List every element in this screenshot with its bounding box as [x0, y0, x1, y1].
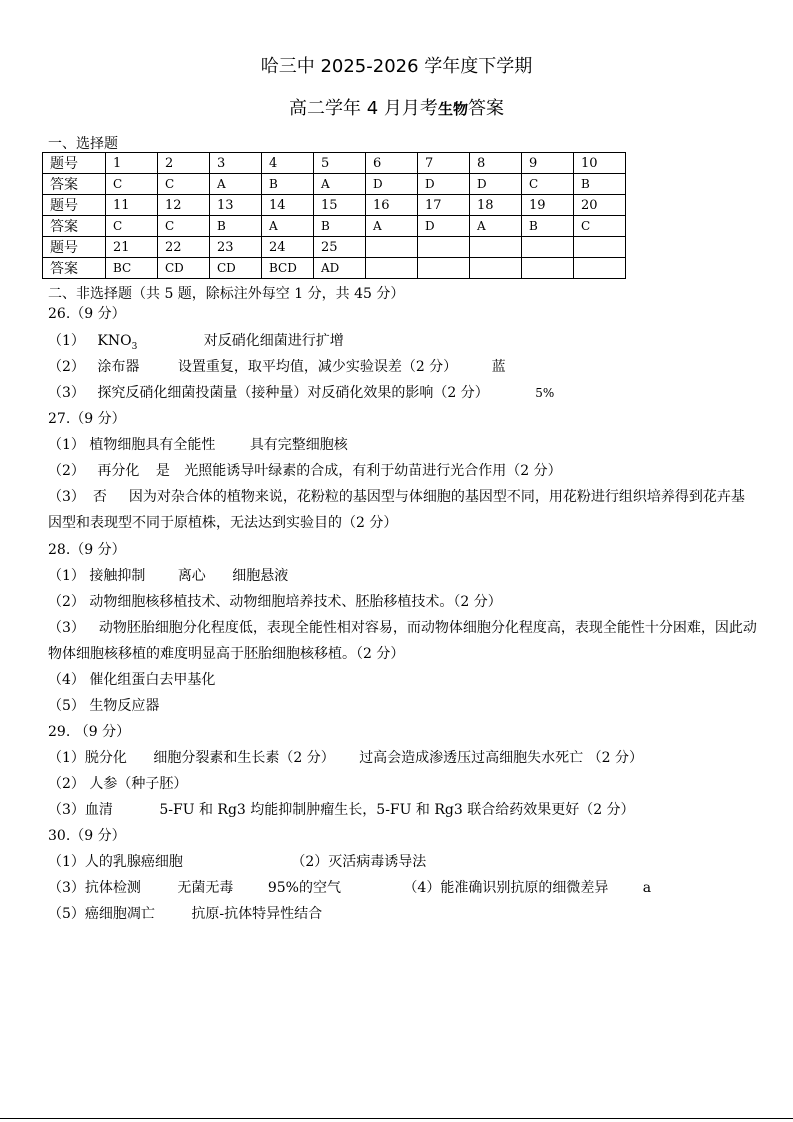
subtitle-prefix: 高二学年 4 月月考 — [289, 98, 438, 119]
answer-table-cell: CD — [210, 258, 262, 279]
answer-table-cell: B — [522, 216, 574, 237]
q29-line2: （2） 人参（种子胚） — [48, 776, 188, 792]
answer-table-row-header: 答案 — [43, 258, 106, 279]
answer-table-cell: 20 — [574, 195, 626, 216]
answer-table-cell: 5 — [314, 153, 366, 174]
q28-line3 — [48, 615, 758, 667]
page-bottom-rule — [0, 1118, 793, 1119]
q29-l3-answer-a: （3）血清 — [48, 802, 113, 818]
q30-l2-answer-d: （4）能准确识别抗原的细微差异 — [403, 880, 609, 896]
answer-table-row — [43, 174, 626, 195]
q30-l2-answer-c: 95%的空气 — [267, 880, 341, 896]
q28-line4: （4） 催化组蛋白去甲基化 — [48, 672, 216, 688]
q29-line1 — [48, 748, 643, 768]
answer-table-cell: C — [158, 174, 210, 195]
q27-l3-num: （3） — [48, 489, 85, 505]
answer-table-row — [43, 153, 626, 174]
answer-table-cell: A — [470, 216, 522, 237]
answer-table-cell: B — [574, 174, 626, 195]
answer-table-row-header: 题号 — [43, 195, 106, 216]
q27-l2-answer-b: 是 — [155, 463, 170, 479]
answer-table-cell: 15 — [314, 195, 366, 216]
q26-line3 — [48, 383, 554, 403]
answer-table-cell: 19 — [522, 195, 574, 216]
q28-l1-answer-a: （1） 接触抑制 — [48, 568, 146, 584]
answer-table-row-header: 题号 — [43, 153, 106, 174]
answer-table-cell: D — [418, 174, 470, 195]
answer-table-cell: 6 — [366, 153, 418, 174]
answer-table-row — [43, 237, 626, 258]
q26-l2-num: （2） — [48, 359, 85, 375]
answer-table-cell: 16 — [366, 195, 418, 216]
answer-table-cell: 8 — [470, 153, 522, 174]
q26-l2-answer-b: 设置重复，取平均值，减少实验误差（2 分） — [177, 359, 458, 375]
answer-table-cell — [574, 237, 626, 258]
q26-l1-answer-b: 对反硝化细菌进行扩增 — [203, 333, 344, 349]
q27-l3-answer-b: 因为对杂合体的植物来说，花粉粒的基因型与体细胞的基因型不同，用花粉进行组织培养得到花卉基因型和表现型不同于原植株，无法达到实验目的（2 分） — [48, 489, 745, 531]
q26-l3-answer-a: 探究反硝化细菌投菌量（接种量）对反硝化效果的影响（2 分） — [97, 385, 489, 401]
answer-table-cell: 9 — [522, 153, 574, 174]
q28-l1-answer-c: 细胞悬液 — [232, 568, 289, 584]
q30-l1-answer-b: （2）灭活病毒诱导法 — [291, 854, 427, 870]
q30-l3-answer-b: 抗原-抗体特异性结合 — [191, 906, 323, 922]
answer-table-cell — [522, 237, 574, 258]
q30-l2-answer-e: a — [642, 880, 652, 896]
q28-l3-num: （3） — [48, 620, 85, 636]
q26-l2-answer-a: 涂布器 — [97, 359, 140, 375]
answer-table-cell: C — [106, 216, 158, 237]
answer-table-cell — [418, 258, 470, 279]
q30-l3-answer-a: （5）癌细胞凋亡 — [48, 906, 155, 922]
answer-table-cell: B — [262, 174, 314, 195]
answer-table-cell — [574, 258, 626, 279]
answer-table-cell: A — [366, 216, 418, 237]
answer-table-cell: C — [158, 216, 210, 237]
answer-table-cell: 4 — [262, 153, 314, 174]
q29-line3 — [48, 800, 635, 820]
answer-table-cell — [522, 258, 574, 279]
q30-title: 30.（9 分） — [48, 828, 126, 844]
q28-l1-answer-b: 离心 — [177, 568, 206, 584]
q28-line2: （2） 动物细胞核移植技术、动物细胞培养技术、胚胎移植技术。（2 分） — [48, 594, 502, 610]
q28-l3-answer: 动物胚胎细胞分化程度低，表现全能性相对容易，而动物体细胞分化程度高，表现全能性十分困难，因此动物体细胞核移植的难度明显高于胚胎细胞核移植。（2 分） — [48, 620, 757, 662]
answer-table-row-header: 答案 — [43, 216, 106, 237]
answer-table-row — [43, 258, 626, 279]
q28-line1 — [48, 566, 288, 586]
answer-table-cell: 3 — [210, 153, 262, 174]
answer-table-cell: B — [314, 216, 366, 237]
answer-table-cell: D — [366, 174, 418, 195]
answer-table-cell: D — [418, 216, 470, 237]
answer-table-cell: 12 — [158, 195, 210, 216]
page-title: 哈三中 2025-2026 学年度下学期 — [260, 56, 533, 77]
answer-table-cell: 22 — [158, 237, 210, 258]
answer-table-cell: 24 — [262, 237, 314, 258]
q30-l2-answer-b: 无菌无毒 — [177, 880, 234, 896]
q29-l1-answer-c: 过高会造成渗透压过高细胞失水死亡 （2 分） — [359, 750, 643, 766]
answer-table-cell: AD — [314, 258, 366, 279]
q30-l1-answer-a: （1）人的乳腺癌细胞 — [48, 854, 183, 870]
q27-l2-answer-a: 再分化 — [97, 463, 140, 479]
q26-l2-answer-c: 蓝 — [491, 359, 506, 375]
q27-l2-answer-c: 光照能诱导叶绿素的合成，有利于幼苗进行光合作用（2 分） — [184, 463, 562, 479]
answer-table-cell: C — [574, 216, 626, 237]
q27-l3-answer-a: 否 — [92, 489, 107, 505]
subtitle-subject: 生物 — [437, 100, 468, 118]
q29-l1-answer-a: （1）脱分化 — [48, 750, 127, 766]
answer-table-cell: 17 — [418, 195, 470, 216]
answer-table-cell: 21 — [106, 237, 158, 258]
answer-table-row — [43, 195, 626, 216]
q29-l1-answer-b: 细胞分裂素和生长素（2 分） — [153, 750, 335, 766]
answer-table-cell — [470, 258, 522, 279]
q26-l1-answer-a: $KNO_3$ — [97, 333, 138, 352]
q29-l3-answer-b: 5-FU 和 Rg3 均能抑制肿瘤生长，5-FU 和 Rg3 联合给药效果更好（2 分） — [159, 802, 635, 818]
answer-table-cell — [418, 237, 470, 258]
answer-table-cell: 25 — [314, 237, 366, 258]
answer-table-cell: 18 — [470, 195, 522, 216]
answer-table-cell: 13 — [210, 195, 262, 216]
q30-l2-answer-a: （3）抗体检测 — [48, 880, 141, 896]
q27-line2 — [48, 461, 562, 481]
page-subtitle — [0, 94, 793, 120]
answer-table-cell: 23 — [210, 237, 262, 258]
answer-table-cell: A — [210, 174, 262, 195]
q26-l3-answer-b: 5% — [535, 386, 555, 400]
answer-table-row-header: 题号 — [43, 237, 106, 258]
answer-table-cell: C — [522, 174, 574, 195]
answer-table-cell: 14 — [262, 195, 314, 216]
answer-table-cell: 11 — [106, 195, 158, 216]
answer-table-cell: C — [106, 174, 158, 195]
q26-l3-num: （3） — [48, 385, 85, 401]
answer-table-cell: 7 — [418, 153, 470, 174]
answer-table-cell: B — [210, 216, 262, 237]
answer-table-cell: BC — [106, 258, 158, 279]
section-choice-heading: 一、选择题 — [48, 136, 118, 152]
q26-l1-num: （1） — [48, 333, 85, 349]
answer-table-cell — [366, 237, 418, 258]
q28-line5: （5） 生物反应器 — [48, 698, 160, 714]
q27-line3 — [48, 484, 758, 536]
q30-line1 — [48, 852, 426, 872]
q26-line2 — [48, 357, 506, 377]
q27-title: 27.（9 分） — [48, 411, 126, 427]
q29-title: 29. （9 分） — [48, 724, 131, 740]
answer-table-cell: CD — [158, 258, 210, 279]
answer-table-cell — [366, 258, 418, 279]
answer-table-row — [43, 216, 626, 237]
q26-title: 26.（9 分） — [48, 306, 126, 322]
q30-line2 — [48, 878, 651, 898]
q27-l1-answer-a: （1） 植物细胞具有全能性 — [48, 437, 216, 453]
answer-table-row-header: 答案 — [43, 174, 106, 195]
answer-table-cell: D — [470, 174, 522, 195]
answer-table-cell: 10 — [574, 153, 626, 174]
q28-title: 28.（9 分） — [48, 542, 126, 558]
answer-table-cell: 1 — [106, 153, 158, 174]
answer-table-cell: A — [314, 174, 366, 195]
section-nonchoice-heading: 二、非选择题（共 5 题，除标注外每空 1 分，共 45 分） — [48, 286, 405, 302]
answer-table-cell: BCD — [262, 258, 314, 279]
subtitle-suffix: 答案 — [467, 98, 504, 119]
choice-answer-table — [42, 152, 626, 279]
answer-table-cell: A — [262, 216, 314, 237]
answer-table-cell — [470, 237, 522, 258]
q30-line3 — [48, 904, 322, 924]
q27-l2-num: （2） — [48, 463, 85, 479]
q27-l1-answer-b: 具有完整细胞核 — [249, 437, 348, 453]
answer-table-cell: 2 — [158, 153, 210, 174]
q27-line1 — [48, 435, 348, 455]
q26-line1 — [48, 331, 344, 357]
